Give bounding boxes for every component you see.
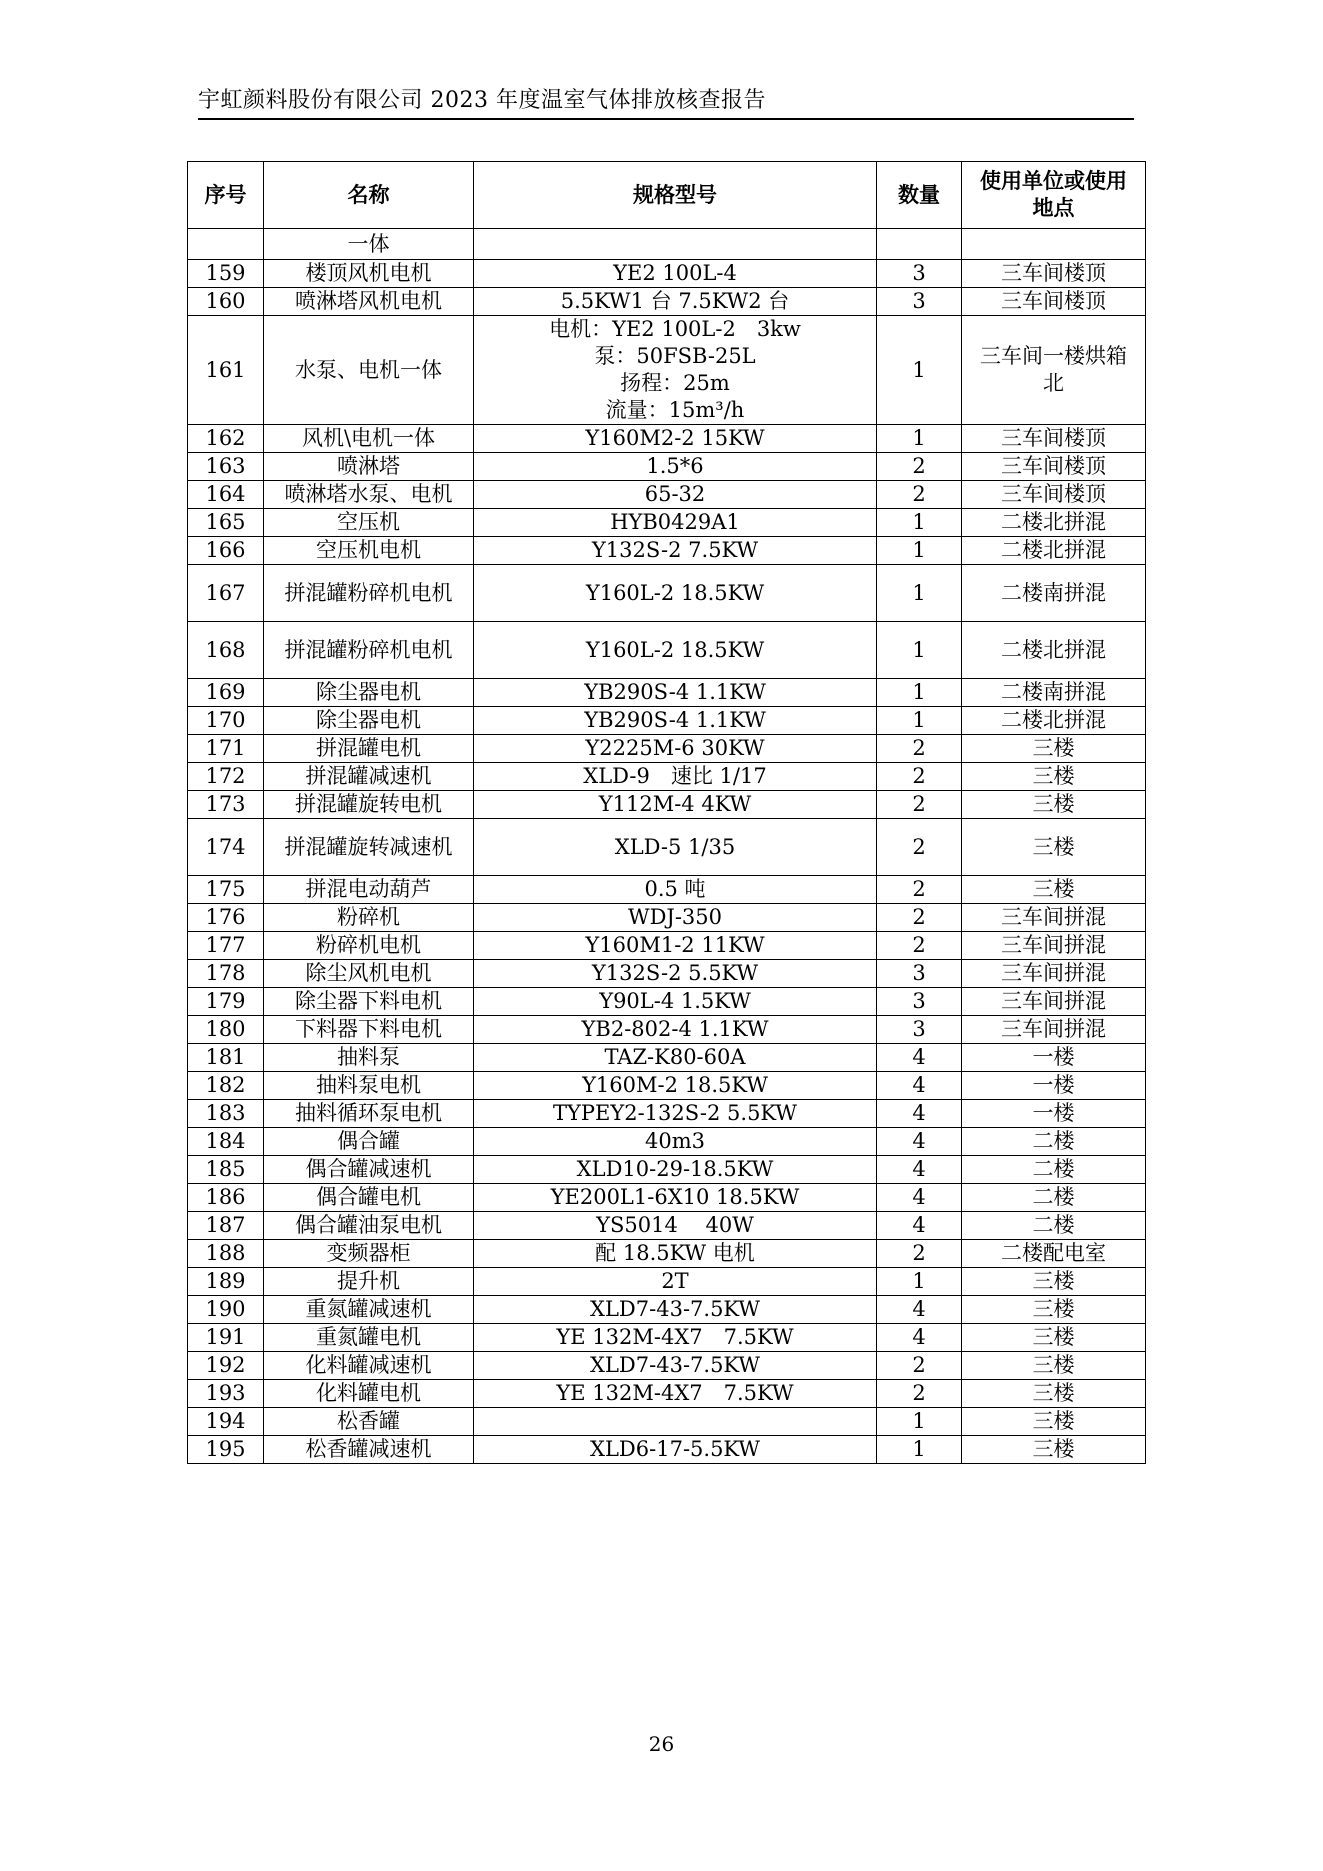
cell-location: 二楼南拼混 bbox=[962, 565, 1146, 622]
cell-location: 三楼 bbox=[962, 819, 1146, 876]
header-rule bbox=[198, 118, 1134, 120]
cell-qty: 2 bbox=[877, 735, 962, 763]
cell-spec: YB2-802-4 1.1KW bbox=[474, 1016, 877, 1044]
cell-location: 三楼 bbox=[962, 1268, 1146, 1296]
cell-location: 三楼 bbox=[962, 1408, 1146, 1436]
cell-location: 二楼 bbox=[962, 1184, 1146, 1212]
cell-qty: 4 bbox=[877, 1296, 962, 1324]
cell-qty: 1 bbox=[877, 1436, 962, 1464]
cell-name: 拼混罐减速机 bbox=[264, 763, 474, 791]
table-row bbox=[188, 622, 1146, 679]
cell-name: 抽料泵 bbox=[264, 1044, 474, 1072]
cell-qty: 1 bbox=[877, 425, 962, 453]
cell-name: 抽料泵电机 bbox=[264, 1072, 474, 1100]
cell-qty: 2 bbox=[877, 763, 962, 791]
cell-name: 变频器柜 bbox=[264, 1240, 474, 1268]
cell-location: 一楼 bbox=[962, 1072, 1146, 1100]
cell-location: 三楼 bbox=[962, 791, 1146, 819]
report-header-title: 宇虹颜料股份有限公司 2023 年度温室气体排放核查报告 bbox=[198, 88, 766, 113]
cell-spec: 5.5KW1 台 7.5KW2 台 bbox=[474, 288, 877, 316]
cell-qty: 2 bbox=[877, 932, 962, 960]
cell-qty: 3 bbox=[877, 288, 962, 316]
cell-qty: 2 bbox=[877, 791, 962, 819]
cell-location: 三楼 bbox=[962, 876, 1146, 904]
cell-qty: 1 bbox=[877, 707, 962, 735]
table-row bbox=[188, 904, 1146, 932]
cell-qty: 3 bbox=[877, 260, 962, 288]
cell-location: 一楼 bbox=[962, 1100, 1146, 1128]
cell-name: 粉碎机 bbox=[264, 904, 474, 932]
cell-qty: 3 bbox=[877, 988, 962, 1016]
cell-name: 化料罐电机 bbox=[264, 1380, 474, 1408]
cell-no: 165 bbox=[188, 509, 264, 537]
cell-location: 二楼配电室 bbox=[962, 1240, 1146, 1268]
cell-no: 160 bbox=[188, 288, 264, 316]
cell-spec: XLD6-17-5.5KW bbox=[474, 1436, 877, 1464]
cell-name: 偶合罐电机 bbox=[264, 1184, 474, 1212]
cell-spec: TAZ-K80-60A bbox=[474, 1044, 877, 1072]
cell-location: 三车间拼混 bbox=[962, 988, 1146, 1016]
col-header-name: 名称 bbox=[264, 162, 474, 229]
cell-no: 178 bbox=[188, 960, 264, 988]
cell-name: 楼顶风机电机 bbox=[264, 260, 474, 288]
table-row bbox=[188, 960, 1146, 988]
cell-location: 二楼 bbox=[962, 1156, 1146, 1184]
cell-spec: Y160M2-2 15KW bbox=[474, 425, 877, 453]
cell-spec: 0.5 吨 bbox=[474, 876, 877, 904]
table-row bbox=[188, 1100, 1146, 1128]
cell-no: 195 bbox=[188, 1436, 264, 1464]
cell-no: 190 bbox=[188, 1296, 264, 1324]
table-row bbox=[188, 1240, 1146, 1268]
cell-spec: XLD7-43-7.5KW bbox=[474, 1296, 877, 1324]
cell-spec: YE2 100L-4 bbox=[474, 260, 877, 288]
cell-name: 除尘器电机 bbox=[264, 679, 474, 707]
cell-name: 风机\电机一体 bbox=[264, 425, 474, 453]
cell-qty: 1 bbox=[877, 622, 962, 679]
cell-spec: XLD-9 速比 1/17 bbox=[474, 763, 877, 791]
table-row bbox=[188, 735, 1146, 763]
cell-location: 二楼 bbox=[962, 1128, 1146, 1156]
cell-name: 空压机电机 bbox=[264, 537, 474, 565]
cell-qty: 4 bbox=[877, 1324, 962, 1352]
cell-location: 二楼北拼混 bbox=[962, 509, 1146, 537]
cell-no: 179 bbox=[188, 988, 264, 1016]
table-row bbox=[188, 1408, 1146, 1436]
cell-qty: 2 bbox=[877, 904, 962, 932]
cell-name: 粉碎机电机 bbox=[264, 932, 474, 960]
cell-qty: 4 bbox=[877, 1156, 962, 1184]
equipment-table bbox=[187, 161, 1146, 1464]
cell-name: 偶合罐 bbox=[264, 1128, 474, 1156]
cell-name: 空压机 bbox=[264, 509, 474, 537]
cell-qty: 2 bbox=[877, 1240, 962, 1268]
table-row bbox=[188, 260, 1146, 288]
cell-name: 喷淋塔风机电机 bbox=[264, 288, 474, 316]
cell-no: 191 bbox=[188, 1324, 264, 1352]
cell-spec: Y160M-2 18.5KW bbox=[474, 1072, 877, 1100]
cell-spec: Y160L-2 18.5KW bbox=[474, 565, 877, 622]
cell-no: 162 bbox=[188, 425, 264, 453]
cell-no: 184 bbox=[188, 1128, 264, 1156]
cell-location: 二楼北拼混 bbox=[962, 622, 1146, 679]
table-row bbox=[188, 679, 1146, 707]
cell-name: 拼混电动葫芦 bbox=[264, 876, 474, 904]
cell-name: 松香罐 bbox=[264, 1408, 474, 1436]
cell-no: 181 bbox=[188, 1044, 264, 1072]
cell-location: 三楼 bbox=[962, 1324, 1146, 1352]
table-row bbox=[188, 509, 1146, 537]
table-row bbox=[188, 707, 1146, 735]
cell-name: 提升机 bbox=[264, 1268, 474, 1296]
cell-name: 喷淋塔 bbox=[264, 453, 474, 481]
table-header-row bbox=[188, 162, 1146, 229]
cell-location: 三车间拼混 bbox=[962, 932, 1146, 960]
cell-qty: 2 bbox=[877, 819, 962, 876]
cell-location: 一楼 bbox=[962, 1044, 1146, 1072]
cell-spec: YB290S-4 1.1KW bbox=[474, 707, 877, 735]
table-row bbox=[188, 1184, 1146, 1212]
table-row bbox=[188, 932, 1146, 960]
table-row bbox=[188, 988, 1146, 1016]
cell-spec: YB290S-4 1.1KW bbox=[474, 679, 877, 707]
cell-spec: 电机：YE2 100L-2 3kw 泵：50FSB-25L 扬程：25m 流量：15m³/h bbox=[474, 316, 877, 425]
cell-spec: Y132S-2 5.5KW bbox=[474, 960, 877, 988]
cell-no: 174 bbox=[188, 819, 264, 876]
cell-no: 159 bbox=[188, 260, 264, 288]
cell-location: 三车间楼顶 bbox=[962, 425, 1146, 453]
cell-spec bbox=[474, 1408, 877, 1436]
cell-qty: 1 bbox=[877, 679, 962, 707]
cell-qty: 1 bbox=[877, 316, 962, 425]
cell-name: 松香罐减速机 bbox=[264, 1436, 474, 1464]
table-row bbox=[188, 1016, 1146, 1044]
cell-no: 166 bbox=[188, 537, 264, 565]
cell-no: 167 bbox=[188, 565, 264, 622]
cell-no: 183 bbox=[188, 1100, 264, 1128]
cell-qty: 3 bbox=[877, 960, 962, 988]
cell-location: 三楼 bbox=[962, 1380, 1146, 1408]
cell-spec: YE 132M-4X7 7.5KW bbox=[474, 1380, 877, 1408]
cell-spec: XLD-5 1/35 bbox=[474, 819, 877, 876]
cell-qty: 4 bbox=[877, 1212, 962, 1240]
cell-spec: Y90L-4 1.5KW bbox=[474, 988, 877, 1016]
cell-location: 三楼 bbox=[962, 1352, 1146, 1380]
cell-no: 169 bbox=[188, 679, 264, 707]
cell-qty: 4 bbox=[877, 1072, 962, 1100]
cell-name: 除尘器下料电机 bbox=[264, 988, 474, 1016]
cell-name: 化料罐减速机 bbox=[264, 1352, 474, 1380]
table-row bbox=[188, 1436, 1146, 1464]
table-row bbox=[188, 453, 1146, 481]
cell-qty: 3 bbox=[877, 1016, 962, 1044]
cell-name: 拼混罐旋转减速机 bbox=[264, 819, 474, 876]
col-header-location: 使用单位或使用地点 bbox=[962, 162, 1146, 229]
cell-qty: 1 bbox=[877, 1408, 962, 1436]
table-row bbox=[188, 1044, 1146, 1072]
table-row bbox=[188, 1296, 1146, 1324]
table-row bbox=[188, 1072, 1146, 1100]
cell-qty: 2 bbox=[877, 1352, 962, 1380]
page-number: 26 bbox=[648, 1732, 675, 1756]
cell-qty: 4 bbox=[877, 1100, 962, 1128]
cell-location: 二楼南拼混 bbox=[962, 679, 1146, 707]
cell-spec: YE200L1-6X10 18.5KW bbox=[474, 1184, 877, 1212]
cell-spec: 配 18.5KW 电机 bbox=[474, 1240, 877, 1268]
cell-no: 161 bbox=[188, 316, 264, 425]
cell-location: 三车间一楼烘箱北 bbox=[962, 316, 1146, 425]
cell-qty bbox=[877, 229, 962, 260]
cell-location: 三楼 bbox=[962, 1296, 1146, 1324]
cell-location: 三车间拼混 bbox=[962, 904, 1146, 932]
cell-no bbox=[188, 229, 264, 260]
cell-qty: 4 bbox=[877, 1044, 962, 1072]
cell-no: 176 bbox=[188, 904, 264, 932]
table-row bbox=[188, 316, 1146, 425]
cell-name: 拼混罐电机 bbox=[264, 735, 474, 763]
cell-name: 抽料循环泵电机 bbox=[264, 1100, 474, 1128]
cell-qty: 4 bbox=[877, 1184, 962, 1212]
col-header-qty: 数量 bbox=[877, 162, 962, 229]
cell-name: 除尘风机电机 bbox=[264, 960, 474, 988]
cell-spec: Y160M1-2 11KW bbox=[474, 932, 877, 960]
cell-location: 二楼 bbox=[962, 1212, 1146, 1240]
cell-no: 164 bbox=[188, 481, 264, 509]
col-header-spec: 规格型号 bbox=[474, 162, 877, 229]
table-row bbox=[188, 1212, 1146, 1240]
cell-spec bbox=[474, 229, 877, 260]
cell-location: 三车间楼顶 bbox=[962, 260, 1146, 288]
cell-location bbox=[962, 229, 1146, 260]
cell-name: 一体 bbox=[264, 229, 474, 260]
cell-no: 194 bbox=[188, 1408, 264, 1436]
table-row bbox=[188, 537, 1146, 565]
cell-no: 188 bbox=[188, 1240, 264, 1268]
cell-name: 拼混罐旋转电机 bbox=[264, 791, 474, 819]
cell-qty: 1 bbox=[877, 1268, 962, 1296]
cell-location: 三楼 bbox=[962, 735, 1146, 763]
cell-name: 重氮罐电机 bbox=[264, 1324, 474, 1352]
cell-spec: 1.5*6 bbox=[474, 453, 877, 481]
cell-spec: YS5014 40W bbox=[474, 1212, 877, 1240]
cell-name: 重氮罐减速机 bbox=[264, 1296, 474, 1324]
cell-name: 偶合罐减速机 bbox=[264, 1156, 474, 1184]
table-row bbox=[188, 763, 1146, 791]
cell-name: 下料器下料电机 bbox=[264, 1016, 474, 1044]
cell-name: 拼混罐粉碎机电机 bbox=[264, 565, 474, 622]
cell-no: 186 bbox=[188, 1184, 264, 1212]
table-row bbox=[188, 876, 1146, 904]
cell-spec: Y2225M-6 30KW bbox=[474, 735, 877, 763]
cell-location: 三楼 bbox=[962, 763, 1146, 791]
cell-spec: Y160L-2 18.5KW bbox=[474, 622, 877, 679]
table-row bbox=[188, 1268, 1146, 1296]
cell-spec: 2T bbox=[474, 1268, 877, 1296]
table-row bbox=[188, 819, 1146, 876]
cell-location: 二楼北拼混 bbox=[962, 707, 1146, 735]
cell-spec: 65-32 bbox=[474, 481, 877, 509]
cell-spec: WDJ-350 bbox=[474, 904, 877, 932]
cell-name: 喷淋塔水泵、电机 bbox=[264, 481, 474, 509]
cell-spec: Y112M-4 4KW bbox=[474, 791, 877, 819]
cell-no: 185 bbox=[188, 1156, 264, 1184]
cell-qty: 4 bbox=[877, 1128, 962, 1156]
cell-no: 175 bbox=[188, 876, 264, 904]
table-row bbox=[188, 565, 1146, 622]
cell-qty: 2 bbox=[877, 453, 962, 481]
cell-spec: 40m3 bbox=[474, 1128, 877, 1156]
cell-no: 177 bbox=[188, 932, 264, 960]
table-row bbox=[188, 229, 1146, 260]
cell-no: 180 bbox=[188, 1016, 264, 1044]
table-row bbox=[188, 1128, 1146, 1156]
cell-location: 三车间楼顶 bbox=[962, 288, 1146, 316]
cell-location: 三车间楼顶 bbox=[962, 481, 1146, 509]
table-row bbox=[188, 288, 1146, 316]
cell-no: 182 bbox=[188, 1072, 264, 1100]
cell-no: 171 bbox=[188, 735, 264, 763]
cell-no: 187 bbox=[188, 1212, 264, 1240]
cell-spec: YE 132M-4X7 7.5KW bbox=[474, 1324, 877, 1352]
cell-name: 拼混罐粉碎机电机 bbox=[264, 622, 474, 679]
cell-qty: 1 bbox=[877, 537, 962, 565]
cell-no: 168 bbox=[188, 622, 264, 679]
cell-no: 163 bbox=[188, 453, 264, 481]
cell-qty: 1 bbox=[877, 565, 962, 622]
table-row bbox=[188, 1156, 1146, 1184]
cell-no: 189 bbox=[188, 1268, 264, 1296]
cell-no: 172 bbox=[188, 763, 264, 791]
table-row bbox=[188, 1380, 1146, 1408]
cell-location: 三车间楼顶 bbox=[962, 453, 1146, 481]
cell-name: 水泵、电机一体 bbox=[264, 316, 474, 425]
cell-no: 193 bbox=[188, 1380, 264, 1408]
table-row bbox=[188, 1324, 1146, 1352]
cell-location: 三楼 bbox=[962, 1436, 1146, 1464]
cell-no: 170 bbox=[188, 707, 264, 735]
table-row bbox=[188, 1352, 1146, 1380]
cell-no: 192 bbox=[188, 1352, 264, 1380]
col-header-no: 序号 bbox=[188, 162, 264, 229]
cell-qty: 1 bbox=[877, 509, 962, 537]
cell-location: 三车间拼混 bbox=[962, 960, 1146, 988]
cell-spec: Y132S-2 7.5KW bbox=[474, 537, 877, 565]
cell-qty: 2 bbox=[877, 1380, 962, 1408]
table-row bbox=[188, 425, 1146, 453]
cell-spec: HYB0429A1 bbox=[474, 509, 877, 537]
cell-qty: 2 bbox=[877, 481, 962, 509]
table-body bbox=[188, 229, 1146, 1464]
table-row bbox=[188, 481, 1146, 509]
cell-name: 除尘器电机 bbox=[264, 707, 474, 735]
cell-location: 二楼北拼混 bbox=[962, 537, 1146, 565]
cell-spec: XLD10-29-18.5KW bbox=[474, 1156, 877, 1184]
cell-spec: XLD7-43-7.5KW bbox=[474, 1352, 877, 1380]
table-row bbox=[188, 791, 1146, 819]
cell-location: 三车间拼混 bbox=[962, 1016, 1146, 1044]
cell-qty: 2 bbox=[877, 876, 962, 904]
cell-no: 173 bbox=[188, 791, 264, 819]
cell-spec: TYPEY2-132S-2 5.5KW bbox=[474, 1100, 877, 1128]
cell-name: 偶合罐油泵电机 bbox=[264, 1212, 474, 1240]
